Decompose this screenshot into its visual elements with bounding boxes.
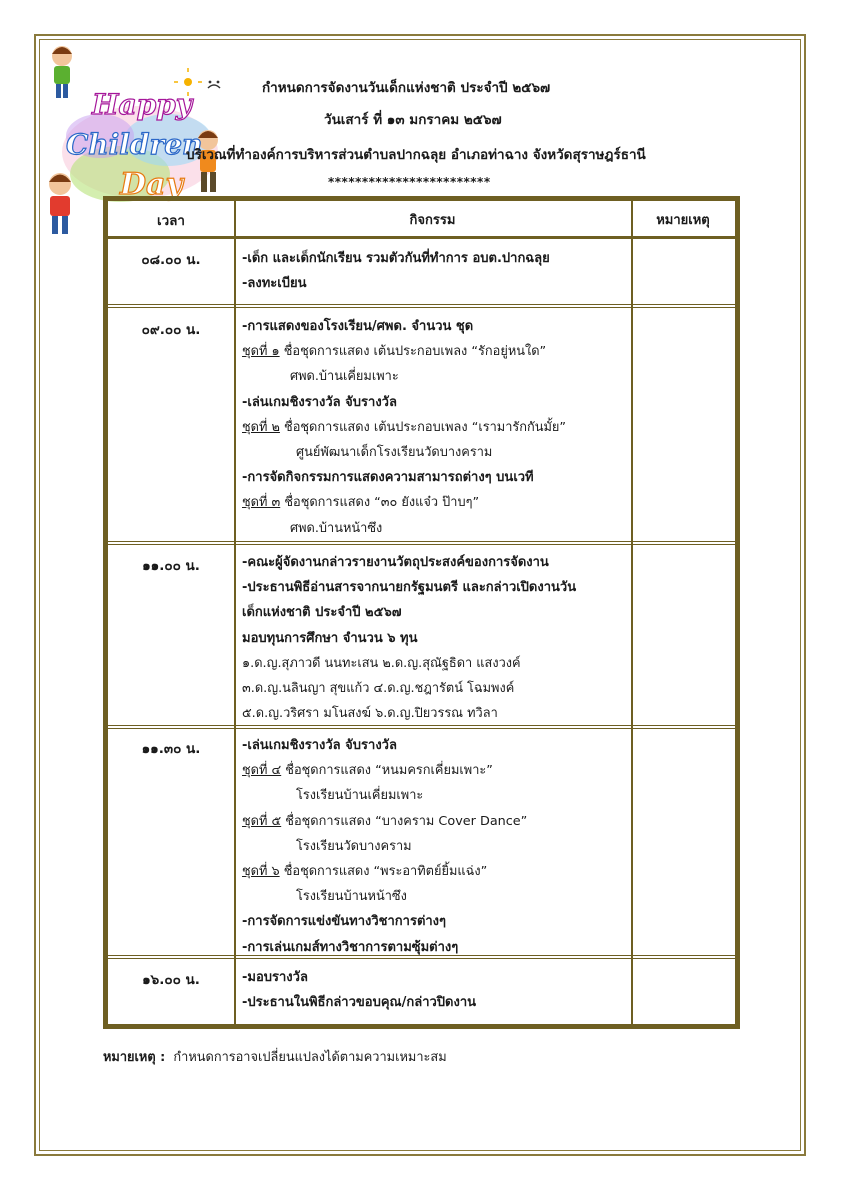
activity-line: ศพด.บ้านเคี่ยมเพาะ xyxy=(290,369,399,385)
set-label: ชุดที่ ๒ xyxy=(242,419,280,435)
set-label: ชุดที่ ๑ xyxy=(242,344,280,360)
row-activities xyxy=(242,314,627,541)
row-time: ๑๑.๐๐ น. xyxy=(142,558,200,574)
activity-line: -การแสดงของโรงเรียน/ศพด. จำนวน ชุด xyxy=(242,319,474,334)
header-activity: กิจกรรม xyxy=(409,213,456,228)
activity-line: -การเล่นเกมส์ทางวิชาการตามซุ้มต่างๆ xyxy=(242,939,459,955)
row-separator xyxy=(108,955,735,959)
svg-text:Day: Day xyxy=(120,167,183,202)
row-activities xyxy=(242,246,627,296)
document-title: กำหนดการจัดงานวันเด็กแห่งชาติ ประจำปี ๒๕๖๗ xyxy=(262,80,551,96)
activity-line: -มอบรางวัล xyxy=(242,970,308,985)
header-note: หมายเหตุ xyxy=(656,213,710,228)
set-label: ชุดที่ ๓ xyxy=(242,495,281,511)
activity-line: โรงเรียนบ้านเคี่ยมเพาะ xyxy=(296,788,424,804)
row-time: ๐๙.๐๐ น. xyxy=(141,322,201,338)
column-divider xyxy=(234,201,236,1024)
activity-line: ชื่อชุดการแสดง “๓๐ ยังแจ๋ว ป๊าบๆ” xyxy=(280,495,480,511)
row-separator xyxy=(108,541,735,545)
schedule-table xyxy=(103,196,740,1029)
activity-line: ๓.ด.ญ.นลินญา สุขแก้ว ๔.ด.ญ.ชฎารัตน์ โฉมพงค์ xyxy=(242,680,515,696)
activity-line: ชื่อชุดการแสดง เต้นประกอบเพลง “เรามารักกันมั้ย” xyxy=(279,419,567,435)
event-date: วันเสาร์ ที่ ๑๓ มกราคม ๒๕๖๗ xyxy=(324,112,502,128)
row-activities xyxy=(242,550,627,726)
activity-line: โรงเรียนบ้านหน้าซึง xyxy=(296,889,407,905)
activity-line: -ประธานพิธีอ่านสารจากนายกรัฐมนตรี และกล่าวเปิดงานวัน xyxy=(242,580,577,596)
row-separator xyxy=(108,725,735,729)
activity-line: -คณะผู้จัดงานกล่าวรายงานวัตถุประสงค์ของการจัดงาน xyxy=(242,555,549,570)
set-label: ชุดที่ ๔ xyxy=(242,763,282,779)
row-activities xyxy=(242,733,627,960)
table-header-row xyxy=(108,201,735,239)
set-label: ชุดที่ ๕ xyxy=(242,813,282,829)
activity-line: โรงเรียนวัดบางคราม xyxy=(296,838,412,854)
activity-line: ชื่อชุดการแสดง “หนมครกเคี่ยมเพาะ” xyxy=(281,763,493,779)
footnote-label: หมายเหตุ : xyxy=(103,1050,166,1065)
activity-line: ชื่อชุดการแสดง “บางคราม Cover Dance” xyxy=(281,813,528,829)
footnote xyxy=(103,1046,447,1067)
activity-line: ชื่อชุดการแสดง “พระอาทิตย์ยิ้มแฉ่ง” xyxy=(279,863,488,879)
header-time: เวลา xyxy=(156,213,186,229)
set-label: ชุดที่ ๖ xyxy=(242,863,280,879)
row-time: ๑๖.๐๐ น. xyxy=(142,972,200,988)
row-time: ๑๑.๓๐ น. xyxy=(141,741,201,757)
activity-line: ๕.ด.ญ.วริศรา มโนสงฆ์ ๖.ด.ญ.ปิยวรรณ ทวิลา xyxy=(242,706,498,722)
svg-text:Happy: Happy xyxy=(92,88,193,121)
activity-line: -ลงทะเบียน xyxy=(242,276,307,292)
row-activities xyxy=(242,965,627,1015)
activity-line: เด็กแห่งชาติ ประจำปี ๒๕๖๗ xyxy=(242,605,402,621)
activity-line: ๑.ด.ญ.สุภาวดี นนทะเสน ๒.ด.ญ.สุณัฐธิดา แสงวงค์ xyxy=(242,655,521,671)
activity-line: มอบทุนการศึกษา จำนวน ๖ ทุน xyxy=(242,630,418,646)
activity-line: ศูนย์พัฒนาเด็กโรงเรียนวัดบางคราม xyxy=(296,444,493,460)
row-time: ๐๘.๐๐ น. xyxy=(141,252,201,268)
svg-text:Children: Children xyxy=(66,128,203,161)
footnote-text: กำหนดการอาจเปลี่ยนแปลงได้ตามความเหมาะสม xyxy=(173,1050,447,1065)
star-divider: ************************ xyxy=(328,175,491,189)
row-separator xyxy=(108,304,735,308)
activity-line: -เล่นเกมชิงรางวัล จับรางวัล xyxy=(242,738,397,753)
activity-line: -ประธานในพิธีกล่าวขอบคุณ/กล่าวปิดงาน xyxy=(242,995,477,1011)
activity-line: ศพด.บ้านหน้าซึง xyxy=(290,520,383,536)
activity-line: ชื่อชุดการแสดง เต้นประกอบเพลง “รักอยู่หนใด” xyxy=(279,344,547,360)
activity-line: -เด็ก และเด็กนักเรียน รวมตัวกันที่ทำการ อบต.ปากฉลุย xyxy=(242,251,550,266)
activity-line: -การจัดการแข่งขันทางวิชาการต่างๆ xyxy=(242,914,447,930)
event-location: บริเวณที่ทำองค์การบริหารส่วนตำบลปากฉลุย อำเภอท่าฉาง จังหวัดสุราษฎร์ธานี xyxy=(186,147,646,163)
activity-line: -การจัดกิจกรรมการแสดงความสามารถต่างๆ บนเวที xyxy=(242,470,534,486)
column-divider xyxy=(631,201,633,1024)
activity-line: -เล่นเกมชิงรางวัล จับรางวัล xyxy=(242,394,397,410)
